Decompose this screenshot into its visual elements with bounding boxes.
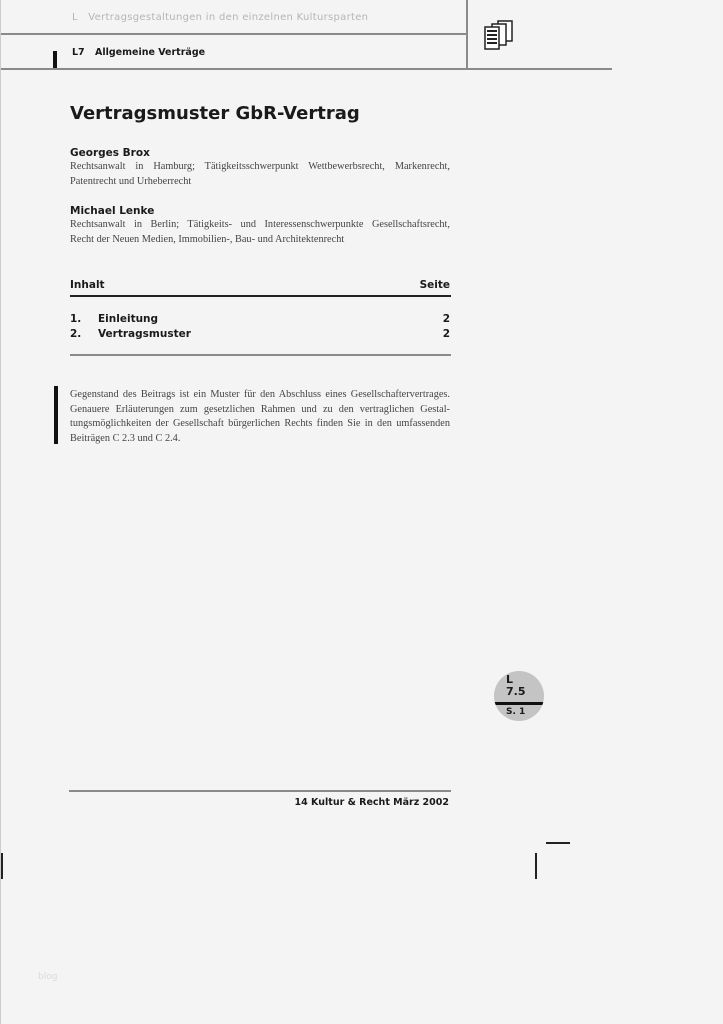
page-title: Vertragsmuster GbR-Vertrag [70, 103, 360, 124]
author-bio-line: Recht der Neuen Medien, Immobilien-, Bau- und Architektenrecht [70, 233, 345, 245]
section-code: L7 [72, 47, 85, 58]
author-2 [70, 205, 450, 247]
documents-icon [484, 20, 516, 50]
toc-item-number: 1. [70, 313, 82, 325]
badge-letter: L [506, 673, 514, 686]
author-1 [70, 147, 450, 189]
abstract-line: Genauere Erläuterungen zum gesetzlichen Rahmen und zu den vertraglichen Gestal- [70, 403, 450, 415]
author-bio-line: Rechtsanwalt in Hamburg; Tätigkeitsschwerpunkt Wettbewerbsrecht, Markenrecht, [70, 161, 450, 172]
header-divider [0, 33, 466, 35]
toc-bottom-rule [70, 354, 451, 356]
section-marker [53, 51, 57, 69]
crop-mark [535, 853, 537, 879]
author-name: Georges Brox [70, 147, 150, 159]
toc-item-label[interactable]: Einleitung [98, 313, 159, 325]
chapter-title: L Vertragsgestaltungen in den einzelnen Kultursparten [72, 12, 369, 23]
author-bio-line: Patentrecht und Urheberrecht [70, 175, 192, 187]
author-name: Michael Lenke [70, 205, 155, 217]
left-page-edge [0, 0, 1, 1024]
toc-header-rule [70, 295, 451, 297]
toc-item-label[interactable]: Vertragsmuster [98, 328, 191, 340]
abstract [70, 388, 450, 446]
toc-item-page: 2 [442, 328, 450, 340]
toc-item-page: 2 [442, 313, 450, 325]
section-badge [494, 671, 544, 721]
abstract-line: Gegenstand des Beitrags ist ein Muster für den Abschluss eines Gesellschaftervertrages. [70, 389, 450, 400]
abstract-marker [54, 386, 58, 444]
author-bio-line: Rechtsanwalt in Berlin; Tätigkeits- und Interessenschwerpunkte Gesellschaftsrecht, [70, 219, 450, 230]
watermark: blog [38, 972, 58, 982]
toc-item-number: 2. [70, 328, 82, 340]
crop-mark [546, 842, 570, 844]
header-vertical-divider [466, 0, 468, 69]
section-title: Allgemeine Verträge [95, 47, 206, 58]
abstract-line: tungsmöglichkeiten der Gesellschaft bürgerlichen Rechts finden Sie in den umfassenden [70, 418, 450, 429]
header-bottom-rule [0, 68, 612, 70]
abstract-line: Beiträgen C 2.3 und C 2.4. [70, 432, 181, 444]
crop-mark [1, 853, 3, 879]
toc-heading: Inhalt [70, 279, 105, 291]
footer-rule [69, 790, 451, 792]
toc-page-heading: Seite [419, 279, 450, 291]
footer-text: 14 Kultur & Recht März 2002 [294, 797, 449, 808]
badge-number: 7.5 [506, 685, 526, 698]
badge-page: S. 1 [506, 707, 526, 717]
badge-bar [494, 702, 544, 705]
